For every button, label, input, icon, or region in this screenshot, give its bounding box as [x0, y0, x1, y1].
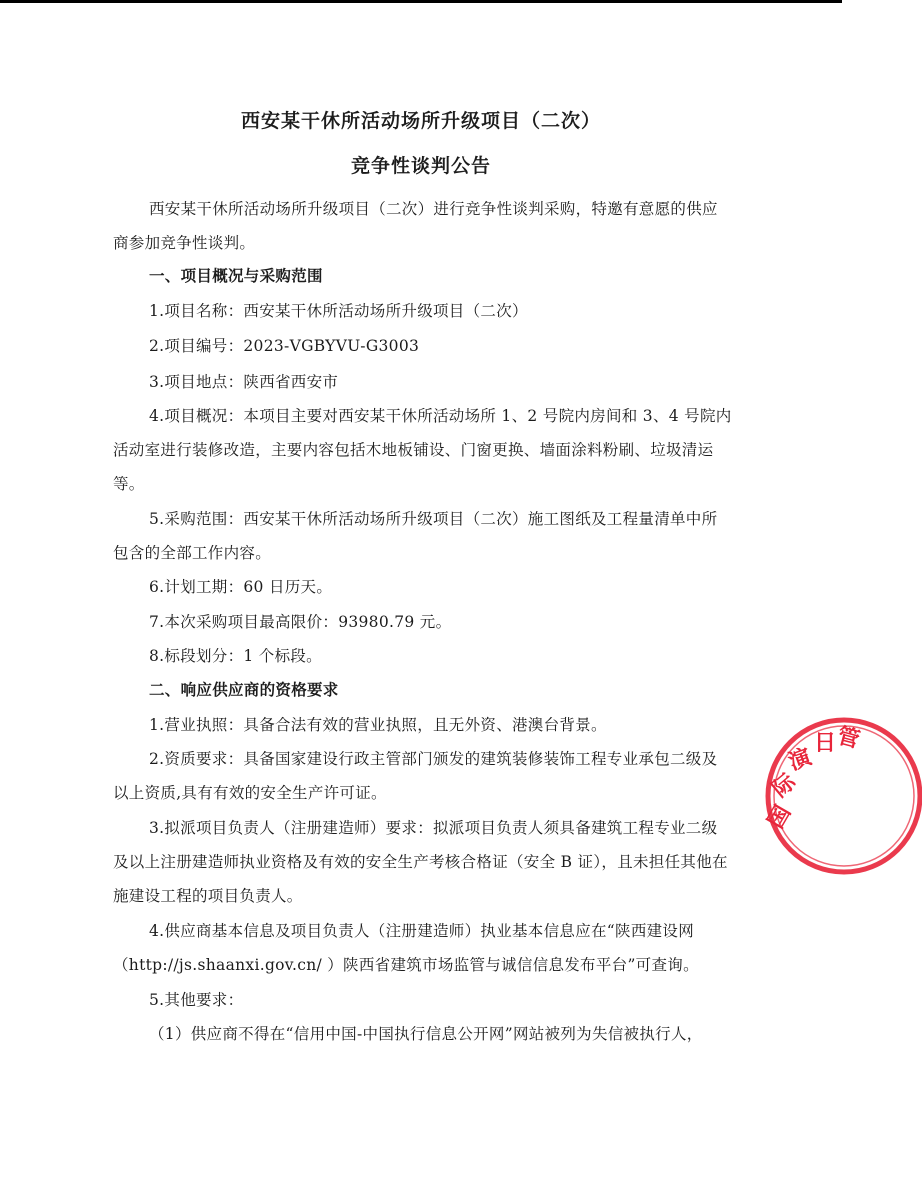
req-qualification-line-1: 2.资质要求：具备国家建设行政主管部门颁发的建筑装修装饰工程专业承包二级及 — [149, 750, 718, 768]
req-info-query-line-1: 4.供应商基本信息及项目负责人（注册建造师）执业基本信息应在“陕西建设网 — [149, 922, 695, 940]
req-other-item-1: （1）供应商不得在“信用中国-中国执行信息公开网”网站被列为失信被执行人， — [149, 1025, 703, 1043]
item-max-price: 7.本次采购项目最高限价：93980.79 元。 — [149, 613, 452, 631]
req-manager-line-1: 3.拟派项目负责人（注册建造师）要求：拟派项目负责人须具备建筑工程专业二级 — [149, 819, 718, 837]
svg-text:国: 国 — [762, 800, 797, 833]
section-1-heading: 一、项目概况与采购范围 — [149, 266, 323, 285]
item-overview-line-1: 4.项目概况：本项目主要对西安某干休所活动场所 1、2 号院内房间和 3、4 号院内 — [149, 407, 732, 425]
item-overview-line-3: 等。 — [113, 475, 145, 493]
item-project-name: 1.项目名称：西安某干休所活动场所升级项目（二次） — [149, 302, 528, 320]
document-subtitle: 竞争性谈判公告 — [350, 155, 491, 177]
svg-text:际: 际 — [767, 768, 801, 803]
req-manager-line-2: 及以上注册建造师执业资格及有效的安全生产考核合格证（安全 B 证），且未担任其他在 — [113, 853, 728, 871]
scan-top-edge — [0, 0, 842, 3]
req-other-heading: 5.其他要求： — [149, 991, 244, 1009]
svg-text:管: 管 — [834, 722, 863, 754]
svg-text:演: 演 — [785, 743, 815, 776]
item-lots: 8.标段划分：1 个标段。 — [149, 647, 322, 665]
req-info-query-line-2: （http://js.shaanxi.gov.cn/ ）陕西省建筑市场监管与诚信信息发布平台”可查询。 — [113, 956, 699, 974]
document-title: 西安某干休所活动场所升级项目（二次） — [240, 110, 601, 132]
req-business-license: 1.营业执照：具备合法有效的营业执照，且无外资、港澳台背景。 — [149, 716, 607, 734]
item-scope-line-2: 包含的全部工作内容。 — [113, 544, 272, 562]
intro-line-2: 商参加竞争性谈判。 — [113, 234, 256, 252]
req-qualification-line-2: 以上资质,具有有效的安全生产许可证。 — [113, 784, 387, 802]
item-project-location: 3.项目地点：陕西省西安市 — [149, 373, 339, 391]
official-seal-stamp — [762, 712, 863, 882]
req-manager-line-3: 施建设工程的项目负责人。 — [113, 887, 303, 905]
item-scope-line-1: 5.采购范围：西安某干休所活动场所升级项目（二次）施工图纸及工程量清单中所 — [149, 510, 718, 528]
section-2-heading: 二、响应供应商的资格要求 — [149, 680, 339, 699]
item-project-number: 2.项目编号：2023-VGBYVU-G3003 — [149, 337, 420, 355]
intro-line-1: 西安某干休所活动场所升级项目（二次）进行竞争性谈判采购，特邀有意愿的供应 — [149, 200, 718, 218]
item-duration: 6.计划工期：60 日历天。 — [149, 578, 333, 596]
item-overview-line-2: 活动室进行装修改造，主要内容包括木地板铺设、门窗更换、墙面涂料粉刷、垃圾清运 — [113, 441, 714, 459]
svg-text:日: 日 — [814, 730, 837, 756]
